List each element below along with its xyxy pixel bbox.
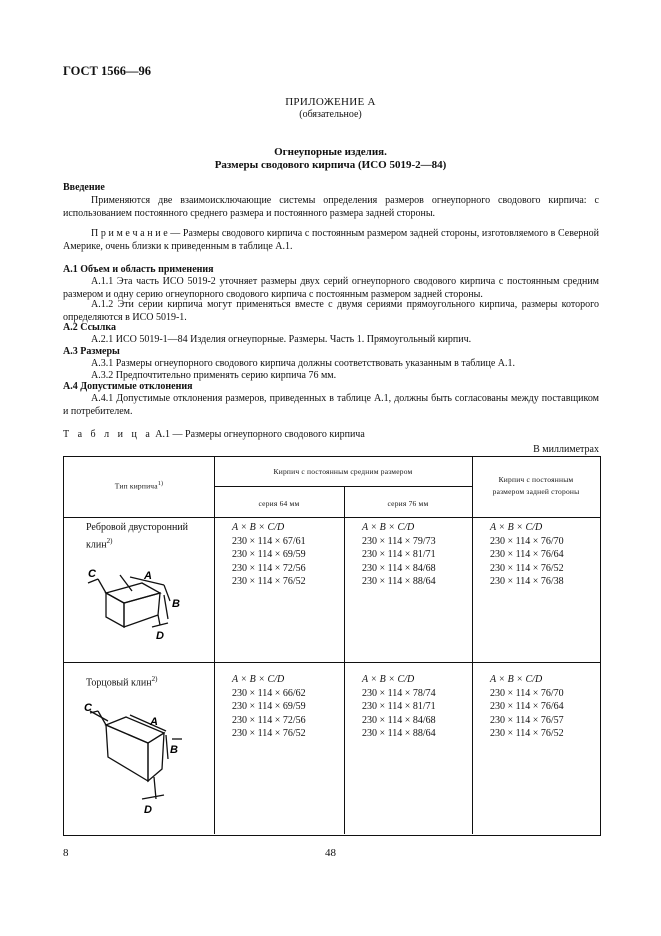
section-a1-heading: А.1 Объем и область применения	[63, 264, 214, 275]
fig2-label-d: D	[144, 804, 152, 816]
section-a3-heading: А.3 Размеры	[63, 346, 120, 357]
fig2-label-a: A	[150, 716, 158, 728]
section-a2-1: А.2.1 ИСО 5019-1—84 Изделия огнеупорные. Размеры. Часть 1. Прямоугольный кирпич.	[91, 334, 472, 345]
annex-title: ПРИЛОЖЕНИЕ А	[285, 96, 376, 108]
section-a1-2: А.1.2 Эти серии кирпича могут применяться вместе с двумя сериями прямоугольного кирпича, размеры которого определяются в ИСО 5019-1.	[63, 299, 599, 323]
fig1-label-d: D	[156, 630, 164, 642]
end-wedge-figure	[72, 699, 202, 819]
doc-title-line1: Огнеупорные изделия.	[274, 146, 387, 158]
header-brick-type: Тип кирпича$^{1)}$	[114, 481, 164, 491]
table-caption	[63, 429, 365, 440]
table-vline	[344, 486, 345, 834]
page-number-center: 48	[325, 847, 336, 859]
table-vline	[472, 457, 473, 834]
note-text: — Размеры сводового кирпича с постоянным размером задней стороны, изготовляемого в Северной Америке, очень близки к приведенным в таблице А.1.	[63, 228, 600, 252]
row1-series76: A × B × C/D 230 × 114 × 79/73 230 × 114 × 81/71 230 × 114 × 84/68 230 × 114 × 88/64	[362, 522, 436, 587]
document-code: ГОСТ 1566—96	[63, 64, 152, 78]
section-a4-1: А.4.1 Допустимые отклонения размеров, приведенных в таблице А.1, должны быть согласованы между поставщиком и потребителем.	[63, 393, 599, 417]
row2-back-size: A × B × C/D 230 × 114 × 76/70 230 × 114 × 76/64 230 × 114 × 76/57 230 × 114 × 76/52	[490, 674, 564, 739]
fig1-label-a: A	[144, 570, 152, 582]
intro-paragraph: Применяются две взаимоисключающие системы определения размеров огнеупорного сводового кирпича: с использованием постоянного среднего размера и постоянного размера задней стороны.	[63, 195, 599, 219]
section-a3-1: А.3.1 Размеры огнеупорного сводового кирпича должны соответствовать указанным в таблице А.1.	[91, 358, 515, 369]
fig2-label-b: B	[170, 744, 178, 756]
section-a2-heading: А.2 Ссылка	[63, 322, 117, 333]
row2-series76: A × B × C/D 230 × 114 × 78/74 230 × 114 × 81/71 230 × 114 × 84/68 230 × 114 × 88/64	[362, 674, 436, 739]
intro-note	[63, 228, 599, 253]
intro-heading: Введение	[63, 182, 105, 193]
row2-type: Торцовый клин$^{2)}$	[86, 675, 158, 689]
row1-type: Ребровой двусторонний клин$^{2)}$	[86, 522, 189, 550]
note-label: П р и м е ч а н и е	[91, 228, 168, 239]
header-mean-size: Кирпич с постоянным средним размером	[273, 467, 413, 476]
table-vline	[214, 457, 215, 834]
fig1-label-b: B	[172, 598, 180, 610]
header-back-size-line2: размером задней стороны	[492, 487, 580, 496]
double-edge-wedge-figure	[72, 565, 202, 655]
fig1-label-c: C	[88, 568, 96, 580]
section-a3-2: А.3.2 Предпочтительно применять серию кирпича 76 мм.	[91, 370, 337, 381]
row1-back-size: A × B × C/D 230 × 114 × 76/70 230 × 114 × 76/64 230 × 114 × 76/52 230 × 114 × 76/38	[490, 522, 564, 587]
table-units: В миллиметрах	[533, 444, 599, 455]
header-series-64: серия 64 мм	[258, 499, 300, 508]
dimensions-table	[63, 456, 601, 836]
section-a1-1: А.1.1 Эта часть ИСО 5019-2 уточняет размеры двух серий огнеупорного сводового кирпича с постоянным средним размером и одну серию огнеупорного сводового кирпича с постоянным размером задней стороны.	[63, 276, 599, 300]
header-back-size-line1: Кирпич с постоянным	[498, 475, 574, 484]
annex-subtitle: (обязательное)	[299, 109, 362, 120]
header-series-76: серия 76 мм	[387, 499, 429, 508]
row2-series64: A × B × C/D 230 × 114 × 66/62 230 × 114 × 69/59 230 × 114 × 72/56 230 × 114 × 76/52	[232, 674, 306, 739]
fig2-label-c: C	[84, 702, 92, 714]
table-hline	[214, 486, 472, 487]
row1-series64: A × B × C/D 230 × 114 × 67/61 230 × 114 × 69/59 230 × 114 × 72/56 230 × 114 × 76/52	[232, 522, 306, 587]
section-a4-heading: А.4 Допустимые отклонения	[63, 381, 193, 392]
doc-title-line2: Размеры сводового кирпича (ИСО 5019-2—84)	[214, 159, 447, 171]
page-number-left: 8	[63, 847, 69, 859]
table-hline	[64, 662, 600, 663]
table-caption-label: Т а б л и ц а	[63, 429, 153, 440]
table-caption-text: А.1 — Размеры огнеупорного сводового кирпича	[152, 429, 365, 440]
table-hline	[64, 517, 600, 518]
